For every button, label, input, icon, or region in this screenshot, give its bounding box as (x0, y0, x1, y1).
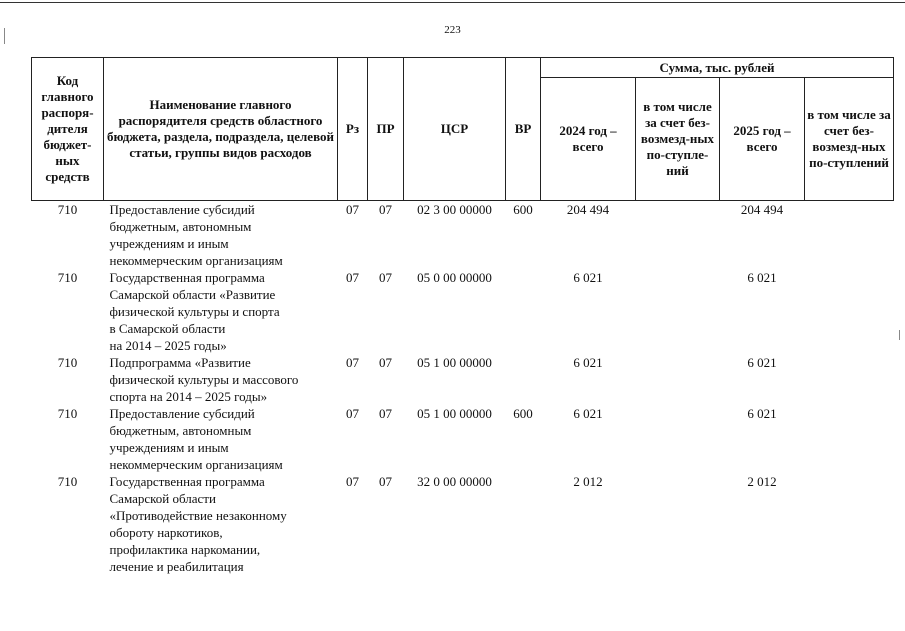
cell-csr: 32 0 00 00000 (417, 474, 492, 489)
header-csr: ЦСР (404, 58, 506, 201)
header-rz: Рз (338, 58, 368, 201)
cell-csr: 05 1 00 00000 (417, 406, 492, 421)
header-pr: ПР (368, 58, 404, 201)
cell-name (104, 269, 338, 354)
cell-vr (506, 473, 541, 575)
scan-mark-left (4, 28, 5, 44)
cell-vr: 600 (513, 202, 533, 217)
cell-rz: 07 (346, 474, 359, 489)
name-line: физической культуры и массового (109, 372, 299, 387)
header-sum-group: Сумма, тыс. рублей (541, 58, 894, 78)
cell-incl-2025 (805, 473, 894, 575)
header-incl-2024: в том числе за счет без-возмезд-ных по-ступле-ний (636, 78, 720, 201)
table-row (32, 354, 894, 405)
cell-total-2025: 2 012 (747, 474, 777, 489)
cell-incl-2024 (636, 269, 720, 354)
name-line: Предоставление субсидий (109, 202, 255, 217)
cell-rz: 07 (346, 355, 359, 370)
cell-csr: 05 0 00 00000 (417, 270, 492, 285)
name-line: на 2014 – 2025 годы» (109, 338, 227, 353)
table-row (32, 405, 894, 473)
cell-total-2024: 6 021 (573, 406, 603, 421)
cell-total-2025: 6 021 (747, 270, 777, 285)
cell-pr: 07 (379, 270, 392, 285)
cell-name (104, 354, 338, 405)
cell-pr: 07 (379, 406, 392, 421)
top-rule (0, 2, 905, 3)
cell-incl-2025 (805, 269, 894, 354)
cell-vr (506, 269, 541, 354)
cell-code: 710 (57, 474, 78, 489)
cell-name (104, 473, 338, 575)
name-line: бюджетным, автономным (109, 423, 252, 438)
name-line: бюджетным, автономным (109, 219, 252, 234)
table-header (32, 58, 894, 201)
cell-incl-2025 (805, 201, 894, 270)
cell-total-2025: 204 494 (740, 202, 784, 217)
name-line: лечение и реабилитация (109, 559, 244, 574)
cell-incl-2025 (805, 405, 894, 473)
name-line: некоммерческим организациям (109, 457, 283, 472)
scan-mark-right (899, 330, 900, 340)
name-line: Самарской области (109, 491, 216, 506)
cell-code: 710 (57, 406, 78, 421)
name-line: учреждениям и иным (109, 236, 229, 251)
cell-rz: 07 (346, 270, 359, 285)
name-line: Государственная программа (109, 270, 265, 285)
name-line: Подпрограмма «Развитие (109, 355, 251, 370)
cell-pr: 07 (379, 355, 392, 370)
cell-name (104, 405, 338, 473)
cell-incl-2025 (805, 354, 894, 405)
budget-table (31, 57, 894, 575)
cell-incl-2024 (636, 201, 720, 270)
name-line: в Самарской области (109, 321, 226, 336)
cell-code: 710 (57, 355, 78, 370)
table-row (32, 473, 894, 575)
cell-total-2025: 6 021 (747, 406, 777, 421)
cell-incl-2024 (636, 405, 720, 473)
cell-pr: 07 (379, 474, 392, 489)
cell-code: 710 (57, 202, 78, 217)
header-total-2025: 2025 год – всего (720, 78, 805, 201)
page-number: 223 (444, 24, 461, 36)
cell-incl-2024 (636, 354, 720, 405)
header-total-2024: 2024 год – всего (541, 78, 636, 201)
cell-total-2024: 6 021 (573, 270, 603, 285)
cell-total-2025: 6 021 (747, 355, 777, 370)
name-line: профилактика наркомании, (109, 542, 261, 557)
header-name: Наименование главного распорядителя средств областного бюджета, раздела, подраздела, целевой статьи, группы видов расходов (104, 58, 338, 201)
header-vr: ВР (506, 58, 541, 201)
name-line: обороту наркотиков, (109, 525, 223, 540)
cell-total-2024: 204 494 (566, 202, 610, 217)
header-code: Код главного распоря-дителя бюджет-ных средств (32, 58, 104, 201)
name-line: некоммерческим организациям (109, 253, 283, 268)
cell-total-2024: 2 012 (573, 474, 603, 489)
cell-rz: 07 (346, 202, 359, 217)
name-line: Государственная программа (109, 474, 265, 489)
table-row (32, 269, 894, 354)
cell-rz: 07 (346, 406, 359, 421)
name-line: «Противодействие незаконному (109, 508, 287, 523)
cell-incl-2024 (636, 473, 720, 575)
cell-vr: 600 (513, 406, 533, 421)
cell-name (104, 201, 338, 270)
cell-pr: 07 (379, 202, 392, 217)
name-line: физической культуры и спорта (109, 304, 280, 319)
cell-vr (506, 354, 541, 405)
table-row (32, 201, 894, 270)
header-incl-2025: в том числе за счет без-возмезд-ных по-ступлений (805, 78, 894, 201)
name-line: Самарской области «Развитие (109, 287, 276, 302)
name-line: Предоставление субсидий (109, 406, 255, 421)
name-line: учреждениям и иным (109, 440, 229, 455)
cell-csr: 05 1 00 00000 (417, 355, 492, 370)
cell-code: 710 (57, 270, 78, 285)
cell-csr: 02 3 00 00000 (417, 202, 492, 217)
name-line: спорта на 2014 – 2025 годы» (109, 389, 268, 404)
cell-total-2024: 6 021 (573, 355, 603, 370)
table-body (32, 201, 894, 576)
